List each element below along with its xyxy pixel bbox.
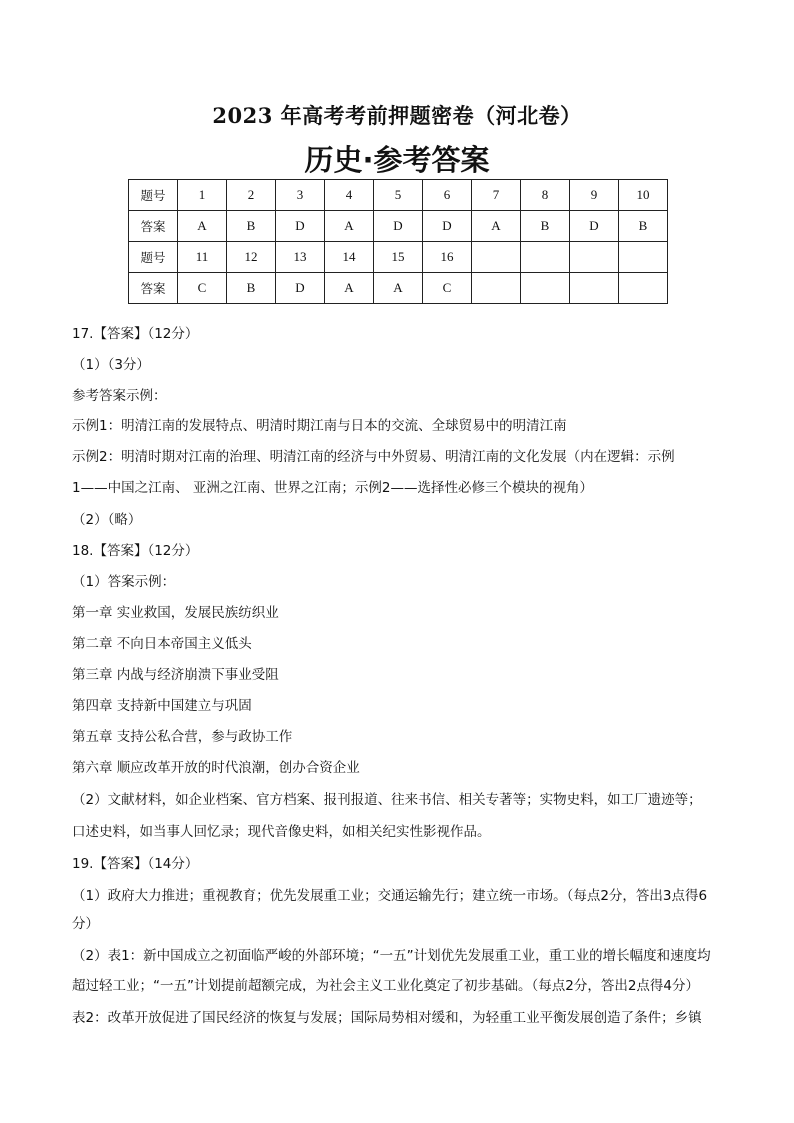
- answer-table-row: [129, 242, 668, 273]
- answer-table-cell: A: [325, 273, 374, 304]
- answer-text-line: 表2：改革开放促进了国民经济的恢复与发展；国际局势相对缓和，为轻重工业平衡发展创造了条件；乡镇: [72, 1010, 702, 1026]
- answer-text-line: 19.【答案】（14分）: [72, 856, 199, 872]
- answer-table-cell: 13: [276, 242, 325, 273]
- answer-table-row: [129, 180, 668, 211]
- answer-table-row: [129, 211, 668, 242]
- answer-text-line: 第二章 不向日本帝国主义低头: [72, 636, 252, 652]
- answer-text-line: 第五章 支持公私合营，参与政协工作: [72, 729, 293, 745]
- answer-text-line: 18.【答案】（12分）: [72, 543, 199, 559]
- answer-table-cell: [570, 273, 619, 304]
- answer-table-cell: 3: [276, 180, 325, 211]
- answer-text-line: 第一章 实业救国，发展民族纺织业: [72, 605, 279, 621]
- answer-table-cell: [521, 242, 570, 273]
- answer-table-cell: A: [325, 211, 374, 242]
- document-title: 2023 年高考考前押题密卷（河北卷）: [212, 103, 582, 128]
- answer-table-row-label: 答案: [129, 211, 178, 242]
- answer-table-cell: D: [374, 211, 423, 242]
- answer-table-cell: B: [619, 211, 668, 242]
- answer-table-row-label: 题号: [129, 180, 178, 211]
- answer-table-cell: 8: [521, 180, 570, 211]
- answer-table: [128, 179, 668, 304]
- answer-table-cell: 10: [619, 180, 668, 211]
- document-subtitle: 历史·参考答案: [304, 143, 490, 177]
- answer-table-cell: 6: [423, 180, 472, 211]
- answer-table-cell: B: [521, 211, 570, 242]
- answer-table-cell: 16: [423, 242, 472, 273]
- answer-text-line: 参考答案示例：: [72, 388, 167, 404]
- answer-table-cell: D: [276, 211, 325, 242]
- answer-table-cell: D: [276, 273, 325, 304]
- answer-table-cell: D: [570, 211, 619, 242]
- answer-table-cell: [521, 273, 570, 304]
- answer-table-cell: 7: [472, 180, 521, 211]
- answer-table-cell: A: [472, 211, 521, 242]
- answer-table-cell: 11: [178, 242, 227, 273]
- answer-table-cell: 14: [325, 242, 374, 273]
- answer-table-cell: B: [227, 273, 276, 304]
- answer-table-cell: B: [227, 211, 276, 242]
- answer-table-row-label: 答案: [129, 273, 178, 304]
- answer-table-cell: 1: [178, 180, 227, 211]
- answer-table-cell: A: [374, 273, 423, 304]
- answer-text-line: 第四章 支持新中国建立与巩固: [72, 698, 252, 714]
- answer-text-line: （2）文献材料，如企业档案、官方档案、报刊报道、往来书信、相关专著等；实物史料，如工厂遗迹等；: [72, 792, 702, 808]
- answer-table-cell: [472, 242, 521, 273]
- answer-table-cell: [570, 242, 619, 273]
- answer-text-line: （1）答案示例：: [72, 574, 176, 590]
- answer-text-line: 第三章 内战与经济崩溃下事业受阻: [72, 667, 279, 683]
- answer-table-cell: [472, 273, 521, 304]
- answer-text-line: 分）: [72, 916, 99, 932]
- answer-text-line: （2）表1：新中国成立之初面临严峻的外部环境；“一五”计划优先发展重工业，重工业的增长幅度和速度均: [72, 948, 711, 964]
- answer-table-cell: [619, 273, 668, 304]
- answer-table-cell: 9: [570, 180, 619, 211]
- answer-table-cell: 15: [374, 242, 423, 273]
- answer-text-line: （1）政府大力推进；重视教育；优先发展重工业；交通运输先行；建立统一市场。（每点2分，答出3点得6: [72, 888, 708, 904]
- answer-table-cell: [619, 242, 668, 273]
- answer-text-line: 1——中国之江南、 亚洲之江南、世界之江南；示例2——选择性必修三个模块的视角）: [72, 480, 593, 496]
- answer-table-cell: D: [423, 211, 472, 242]
- answer-table-cell: 2: [227, 180, 276, 211]
- answer-table-cell: 4: [325, 180, 374, 211]
- answer-text-line: 示例1：明清江南的发展特点、明清时期江南与日本的交流、全球贸易中的明清江南: [72, 418, 567, 434]
- answer-text-line: 口述史料，如当事人回忆录；现代音像史料，如相关纪实性影视作品。: [72, 824, 491, 840]
- answer-text-line: （2）（略）: [72, 512, 142, 528]
- answer-table-cell: C: [178, 273, 227, 304]
- answer-text-line: （1）（3分）: [72, 357, 150, 373]
- answer-table-cell: A: [178, 211, 227, 242]
- answer-table-cell: 12: [227, 242, 276, 273]
- answer-text-line: 超过轻工业；“一五”计划提前超额完成，为社会主义工业化奠定了初步基础。（每点2分，答出2点得4分）: [72, 978, 700, 994]
- answer-table-row-label: 题号: [129, 242, 178, 273]
- answer-table-row: [129, 273, 668, 304]
- answer-table-cell: 5: [374, 180, 423, 211]
- answer-text-line: 17.【答案】（12分）: [72, 326, 199, 342]
- answer-text-line: 示例2：明清时期对江南的治理、明清江南的经济与中外贸易、明清江南的文化发展（内在逻辑：示例: [72, 449, 675, 465]
- answer-table-cell: C: [423, 273, 472, 304]
- answer-text-line: 第六章 顺应改革开放的时代浪潮，创办合资企业: [72, 760, 360, 776]
